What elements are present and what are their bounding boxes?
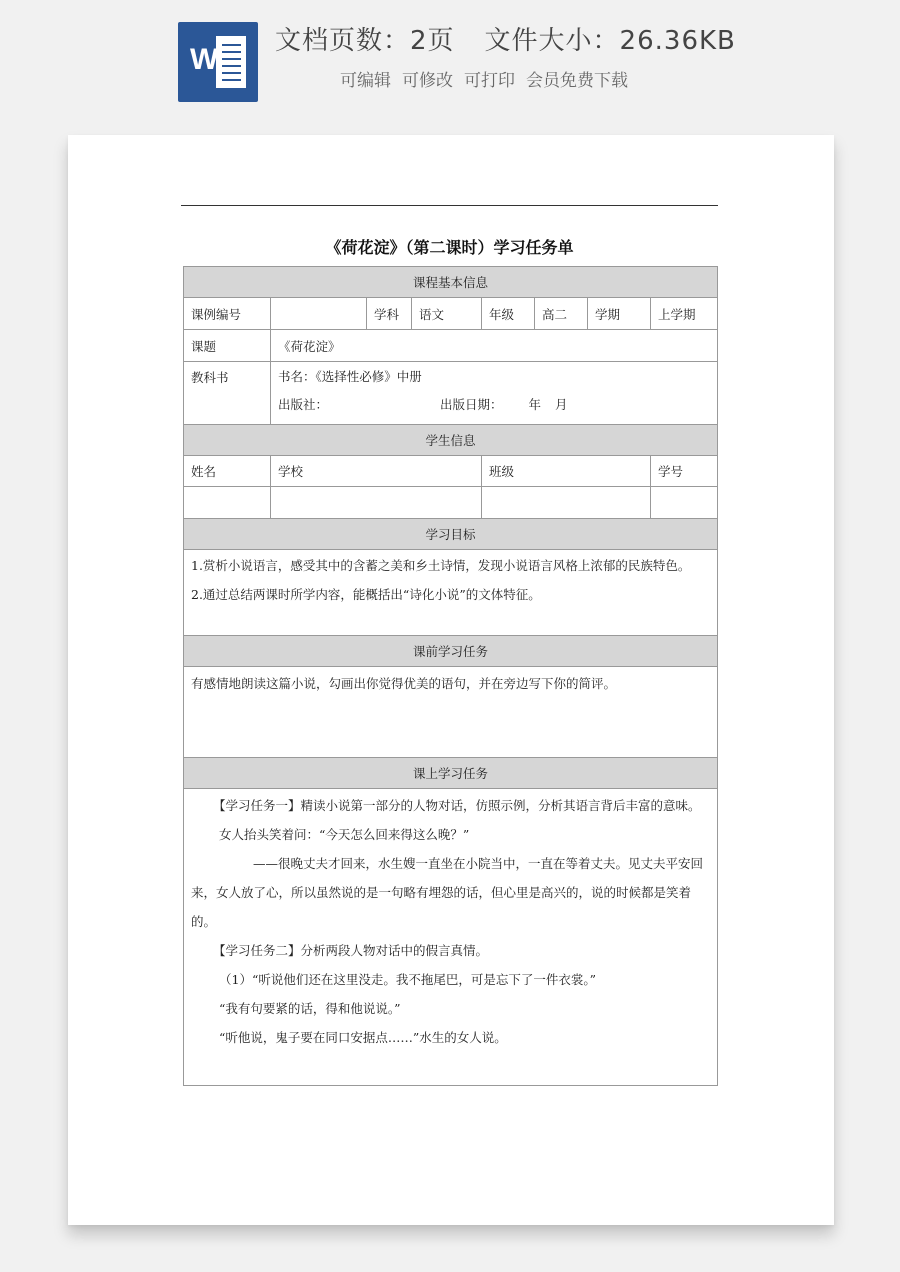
case-no-label: 课例编号 (184, 298, 271, 330)
section-pre-class: 课前学习任务 (184, 636, 718, 667)
textbook-info (271, 362, 718, 425)
feature-editable: 可编辑 (340, 71, 391, 91)
student-id-label: 学号 (651, 456, 718, 487)
feature-free-download: 会员免费下载 (526, 71, 628, 91)
section-basic-info: 课程基本信息 (184, 267, 718, 298)
feature-printable: 可打印 (464, 71, 515, 91)
pub-date-label: 出版日期： (440, 397, 503, 412)
task-sheet-table (183, 266, 718, 1086)
case-no-value (271, 298, 367, 330)
pre-class-task: 有感情地朗读这篇小说，勾画出你觉得优美的语句，并在旁边写下你的简评。 (191, 676, 617, 691)
document-title: 《荷花淀》（第二课时）学习任务单 (325, 238, 574, 257)
quote-two: （1）“听说他们还在这里没走。我不拖尾巴，可是忘下了一件衣裳。” (219, 972, 596, 987)
name-label: 姓名 (184, 456, 271, 487)
word-letter: W (190, 43, 219, 76)
grade-value: 高二 (535, 298, 588, 330)
pub-month: 月 (555, 397, 568, 412)
quote-three: “我有句要紧的话，得和他说说。” (219, 1001, 401, 1016)
header-rule (181, 205, 718, 206)
section-goals: 学习目标 (184, 519, 718, 550)
section-in-class: 课上学习任务 (184, 758, 718, 789)
grade-label: 年级 (482, 298, 535, 330)
book-name: 书名：《选择性必修》中册 (278, 369, 422, 384)
feature-list (340, 66, 639, 91)
term-label: 学期 (588, 298, 651, 330)
subject-label: 学科 (367, 298, 412, 330)
topic-label: 课题 (184, 330, 271, 362)
class-label: 班级 (482, 456, 651, 487)
word-doc-icon (178, 22, 258, 102)
in-class-content (184, 789, 718, 1086)
goals-content (184, 550, 718, 636)
subject-value: 语文 (412, 298, 482, 330)
class-field[interactable] (482, 487, 651, 519)
feature-modifiable: 可修改 (402, 71, 453, 91)
quote-four: “听他说，鬼子要在同口安据点……”水生的女人说。 (219, 1030, 507, 1045)
name-field[interactable] (184, 487, 271, 519)
publisher-row (278, 386, 710, 424)
school-field[interactable] (271, 487, 482, 519)
publisher-label: 出版社： (278, 397, 329, 412)
school-label: 学校 (271, 456, 482, 487)
analysis-one: ——很晚丈夫才回来，水生嫂一直坐在小院当中，一直在等着丈夫。见丈夫平安回来，女人放了心，所以虽然说的是一句略有埋怨的话，但心里是高兴的，说的时候都是笑着的。 (191, 856, 704, 929)
topic-value: 《荷花淀》 (271, 330, 718, 362)
file-size: 文件大小：26.36KB (484, 26, 736, 56)
term-value: 上学期 (651, 298, 718, 330)
section-student-info: 学生信息 (184, 425, 718, 456)
goal-item: 2.通过总结两课时所学内容，能概括出“诗化小说”的文体特征。 (191, 587, 541, 602)
task-two: 【学习任务二】分析两段人物对话中的假言真情。 (213, 943, 489, 958)
student-id-field[interactable] (651, 487, 718, 519)
file-meta (275, 20, 795, 57)
pub-year: 年 (528, 397, 542, 412)
doc-lines-icon (216, 36, 246, 88)
quote-one: 女人抬头笑着问：“今天怎么回来得这么晚？” (219, 827, 470, 842)
textbook-label: 教科书 (184, 362, 271, 425)
task-one: 【学习任务一】精读小说第一部分的人物对话，仿照示例，分析其语言背后丰富的意味。 (213, 798, 701, 813)
document-page (68, 135, 834, 1225)
page-count: 文档页数：2页 (275, 26, 455, 56)
pre-class-content (184, 667, 718, 758)
goal-item: 1.赏析小说语言，感受其中的含蓄之美和乡土诗情，发现小说语言风格上浓郁的民族特色。 (191, 558, 691, 573)
